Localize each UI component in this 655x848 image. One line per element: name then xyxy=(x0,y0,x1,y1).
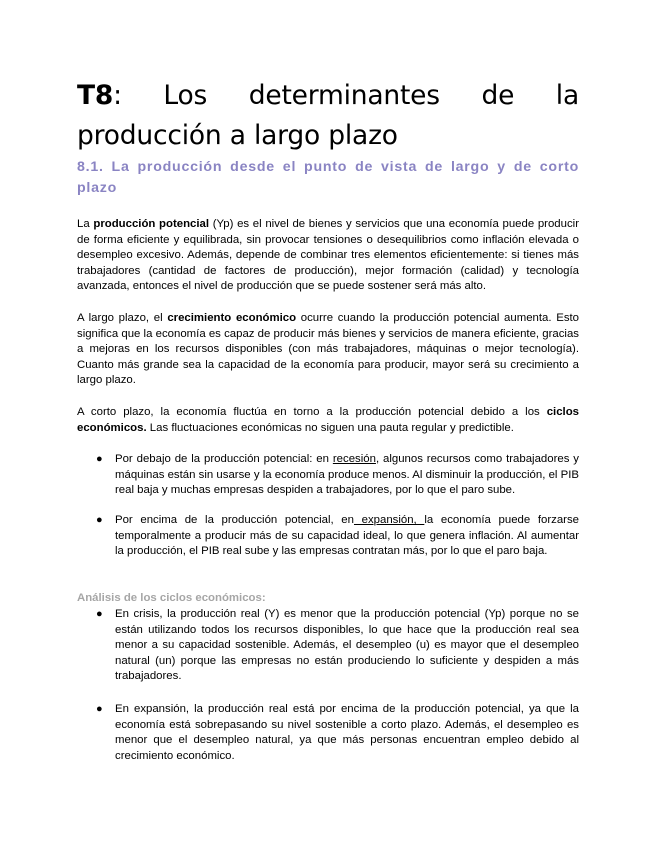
paragraph-bold-term: producción potencial xyxy=(93,218,210,230)
underlined-term: expansión, xyxy=(353,514,425,526)
paragraph-largo-plazo xyxy=(77,311,579,389)
list-item-text xyxy=(115,452,579,499)
paragraph-corto-plazo xyxy=(77,405,579,436)
paragraph-text: A corto plazo, la economía fluctúa en torno a la producción potencial debido a los xyxy=(77,406,547,418)
list-item-text: En expansión, la producción real está por encima de la producción potencial, ya que la economía está sobrepasando su nivel sostenible a corto plazo. Además, el desempleo es menor que el desempleo natural, ya que más personas encuentran empleo debido al crecimiento económico. xyxy=(115,703,579,762)
paragraph-produccion-potencial xyxy=(77,217,579,295)
list-item-text-part: , algunos recursos como trabajadores y máquinas están sin usarse y la economía produce menos. Al disminuir la producción, el PIB real baja y muchas empresas despiden a trabajadores, por lo que el paro sube. xyxy=(115,453,580,497)
paragraph-text: Las fluctuaciones económicas no siguen una pauta regular y predictible. xyxy=(146,421,514,434)
subsection-label: Análisis de los ciclos económicos: xyxy=(77,592,266,604)
bullet-icon: ● xyxy=(96,703,103,715)
list-item-text-part: Por encima de la producción potencial, en xyxy=(115,514,354,526)
list-item-text-part: la economía puede forzarse temporalmente a producir más de su capacidad ideal, lo que genera inflación. Al aumentar la producción, el PIB real sube y las empresas contratan más, por lo que el paro baja. xyxy=(115,514,579,558)
paragraph-text: A largo plazo, el xyxy=(77,312,168,324)
bullet-icon: ● xyxy=(96,608,103,620)
list-item xyxy=(96,513,579,560)
list-item xyxy=(96,452,579,499)
title-text: : Los determinantes de la producción a largo plazo xyxy=(77,80,579,151)
list-item xyxy=(96,702,579,764)
bullet-icon: ● xyxy=(96,453,103,465)
title-code: T8 xyxy=(77,80,114,111)
list-item-text xyxy=(115,513,579,560)
paragraph-text: (Yp) es el nivel de bienes y servicios que una economía puede producir de forma eficiente y equilibrada, sin provocar tensiones o desequilibrios como inflación elevada o desempleo excesivo. Además, depende de combinar tres elementos eficientemente: si tienes más trabajadores (cantidad de factores de producción), mejor formación (calidad) y tecnología avanzada, entonces el nivel de producción que se puede sostener será más alto. xyxy=(77,218,579,293)
paragraph-text: ocurre cuando la producción potencial aumenta. Esto significa que la economía es capaz de producir más bienes y servicios de manera eficiente, gracias a mejoras en los recursos disponibles (con más trabajadores, máquinas o mejor tecnología). Cuanto más grande sea la capacidad de la economía para producir, mayor será su crecimiento a largo plazo. xyxy=(77,312,580,387)
section-heading: 8.1. La producción desde el punto de vista de largo y de corto plazo xyxy=(77,159,579,196)
list-item-text: En crisis, la producción real (Y) es menor que la producción potencial (Yp) porque no se están utilizando todos los recursos disponibles, lo que hace que la producción real sea menor a su capacidad sostenible. Además, el desempleo (u) es mayor que el desempleo natural (un) porque las empresas no están produciendo lo suficiente y despiden a más trabajadores. xyxy=(115,608,579,683)
paragraph-bold-term: ciclos económicos. xyxy=(77,406,579,434)
page-title xyxy=(77,76,579,156)
underlined-term: recesión xyxy=(332,453,376,465)
list-item xyxy=(96,607,579,685)
bullet-icon: ● xyxy=(96,514,103,526)
list-item-text-part: Por debajo de la producción potencial: en xyxy=(115,453,333,465)
paragraph-bold-term: crecimiento económico xyxy=(167,312,297,324)
paragraph-text: La xyxy=(77,218,94,230)
